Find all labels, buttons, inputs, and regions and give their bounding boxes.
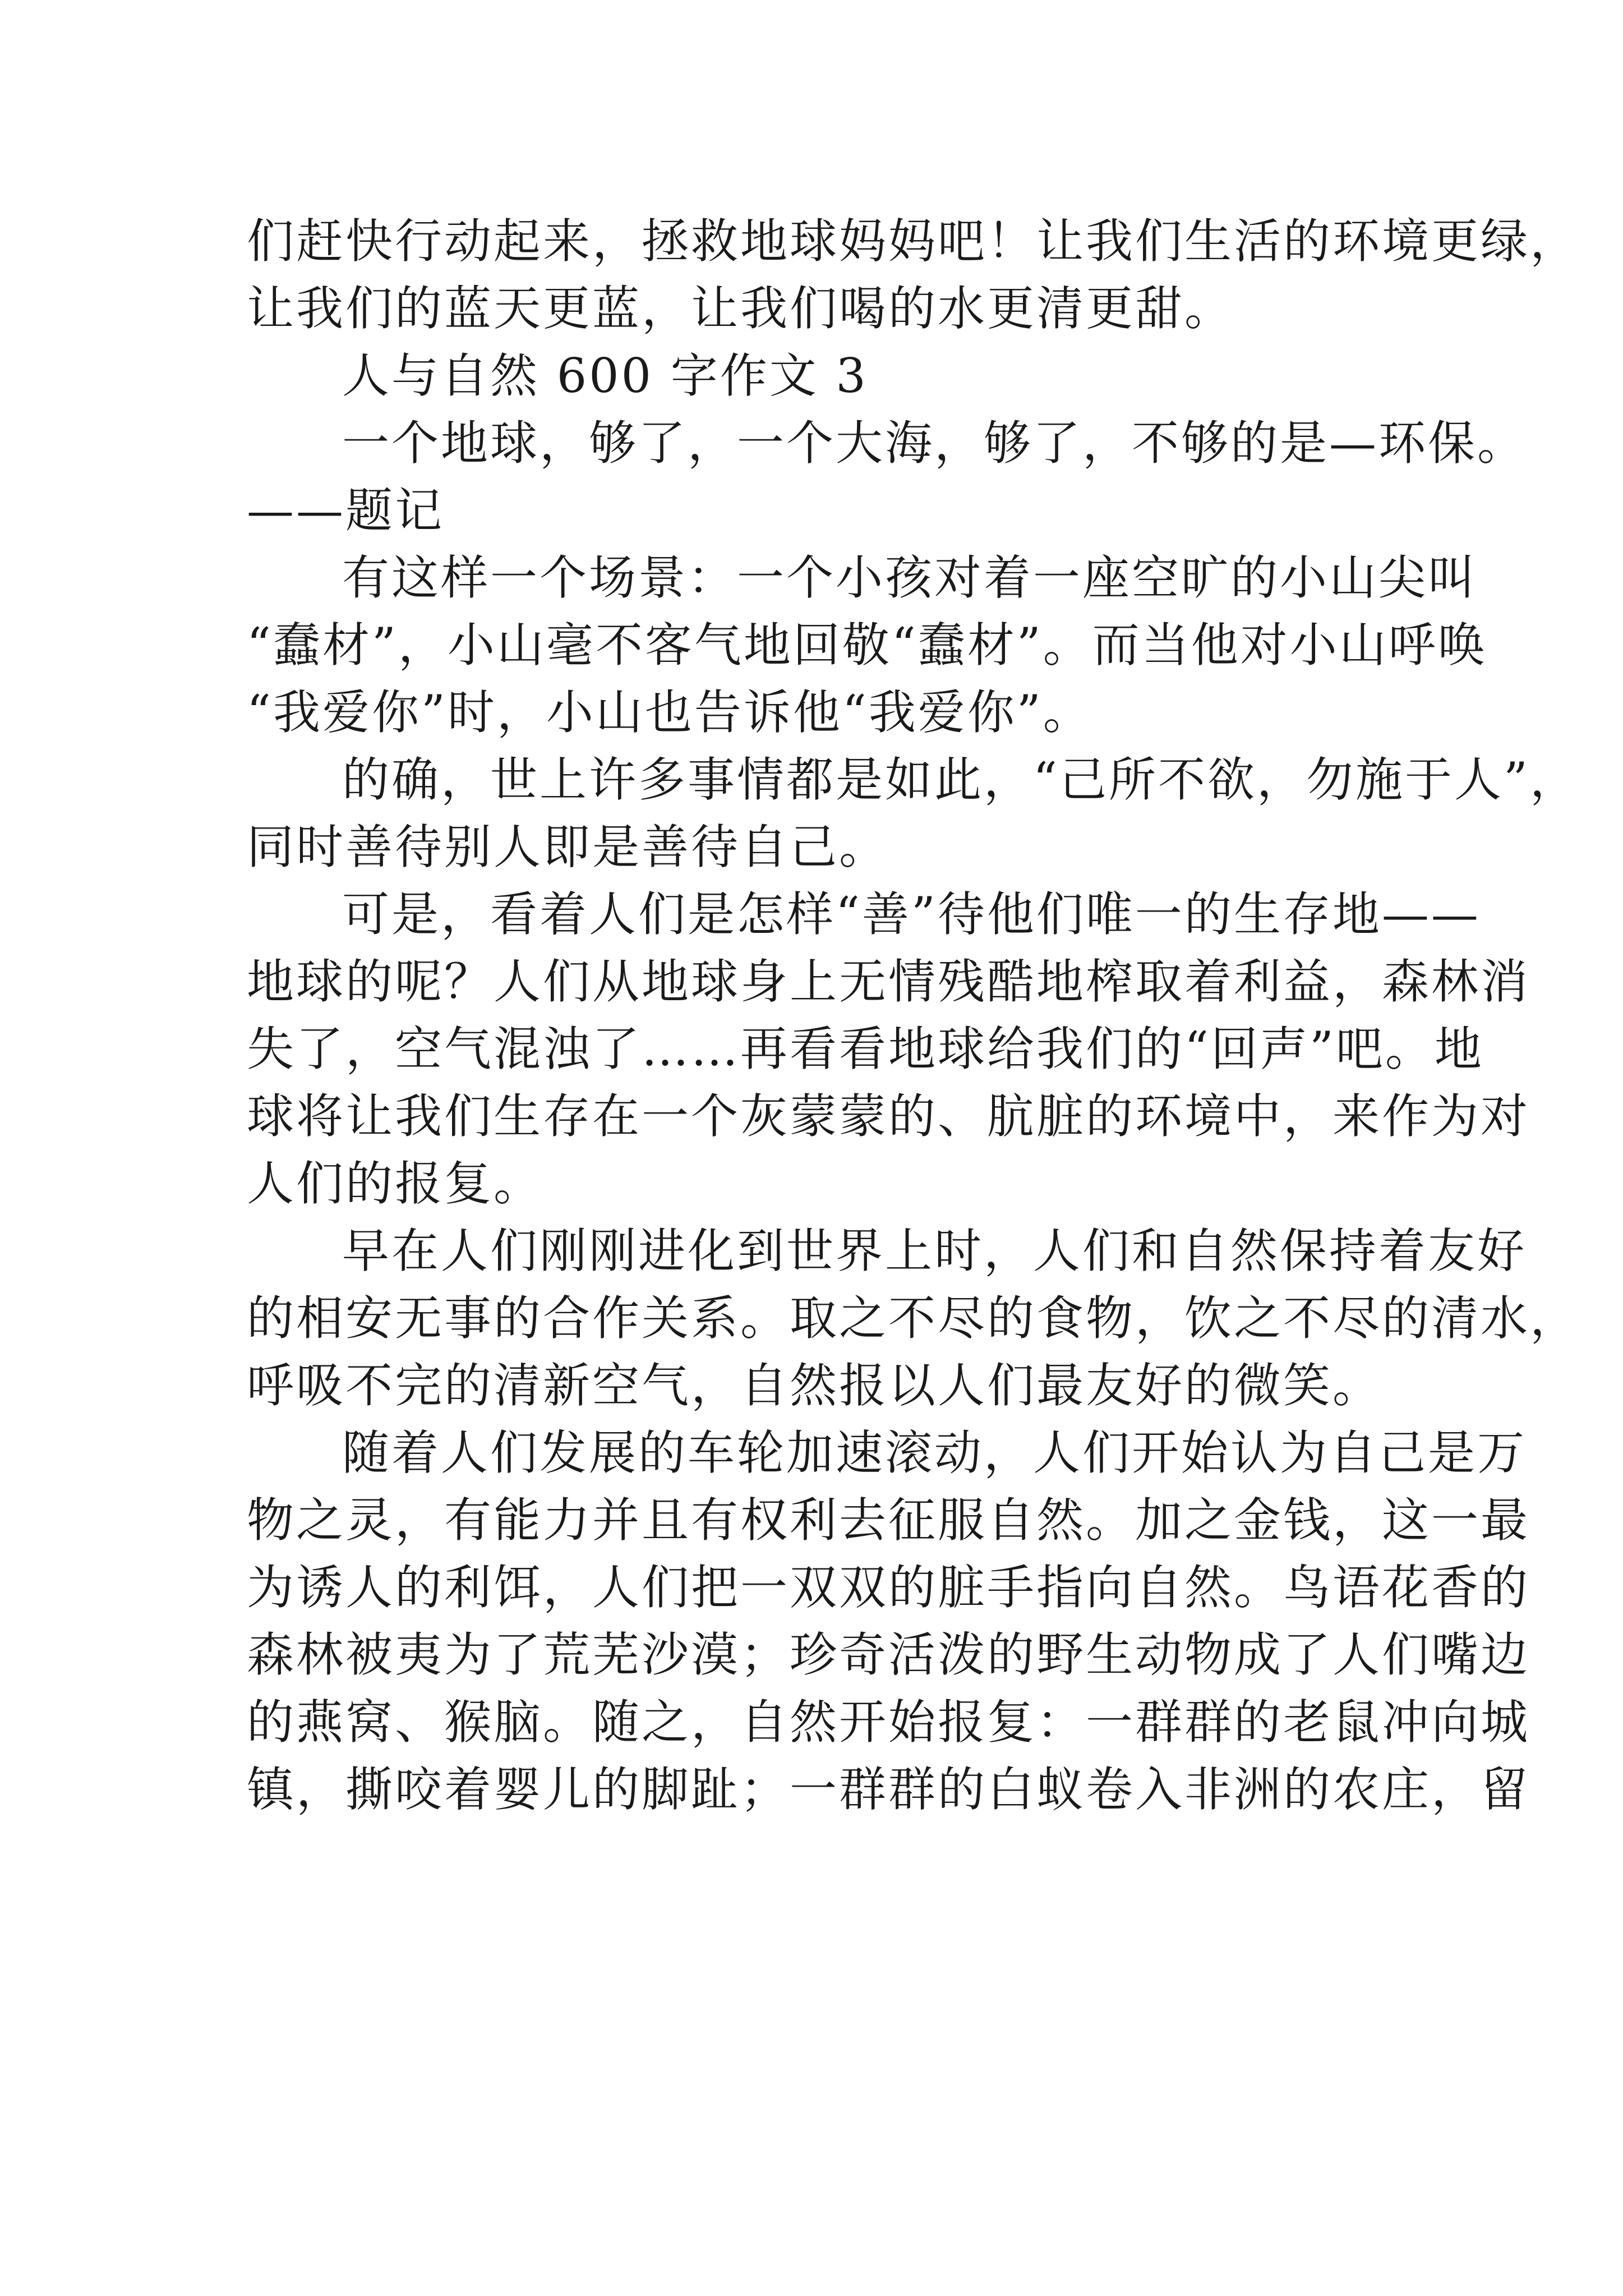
epigraph-attribution: ——题记	[247, 483, 445, 538]
epigraph-line: 一个地球，够了，一个大海，够了，不够的是—环保。	[342, 416, 1527, 471]
text-line: 镇，撕咬着婴儿的脚趾；一群群的白蚁卷入非洲的农庄，留	[247, 1762, 1530, 1817]
text-line: 们赶快行动起来，拯救地球妈妈吧！让我们生活的环境更绿，	[247, 214, 1580, 269]
text-line: “我爱你”时，小山也告诉他“我爱你”。	[247, 685, 1092, 740]
text-line: 早在人们刚刚进化到世界上时，人们和自然保持着友好	[342, 1223, 1527, 1278]
text-line: 的确，世上许多事情都是如此，“己所不欲，勿施于人”，	[342, 752, 1579, 807]
text-line: 随着人们发展的车轮加速滚动，人们开始认为自己是万	[342, 1425, 1527, 1480]
text-line: 森林被夷为了荒芜沙漠；珍奇活泼的野生动物成了人们嘴边	[247, 1627, 1530, 1682]
text-line: 的相安无事的合作关系。取之不尽的食物，饮之不尽的清水，	[247, 1291, 1580, 1346]
section-heading: 人与自然 600 字作文 3	[342, 348, 868, 403]
text-line: 物之灵，有能力并且有权利去征服自然。加之金钱，这一最	[247, 1493, 1530, 1548]
text-line: 球将让我们生存在一个灰蒙蒙的、肮脏的环境中，来作为对	[247, 1089, 1530, 1144]
text-line: 呼吸不完的清新空气，自然报以人们最友好的微笑。	[247, 1358, 1382, 1413]
text-line: 有这样一个场景：一个小孩对着一座空旷的小山尖叫	[342, 550, 1478, 605]
text-line: 人们的报复。	[247, 1156, 543, 1211]
essay-body	[247, 208, 1580, 1823]
text-line: 同时善待别人即是善待自己。	[247, 820, 889, 875]
text-line: 地球的呢？人们从地球身上无情残酷地榨取着利益，森林消	[247, 954, 1530, 1009]
text-line: 为诱人的利饵，人们把一双双的脏手指向自然。鸟语花香的	[247, 1560, 1530, 1615]
text-line: “蠢材”，小山毫不客气地回敬“蠢材”。而当他对小山呼唤	[247, 618, 1487, 673]
text-line: 的燕窝、猴脑。随之，自然开始报复：一群群的老鼠冲向城	[247, 1695, 1530, 1750]
text-line: 让我们的蓝天更蓝，让我们喝的水更清更甜。	[247, 281, 1234, 336]
text-line: 可是，看着人们是怎样“善”待他们唯一的生存地——	[342, 887, 1481, 942]
text-line: 失了，空气混浊了……再看看地球给我们的“回声”吧。地	[247, 1022, 1484, 1076]
